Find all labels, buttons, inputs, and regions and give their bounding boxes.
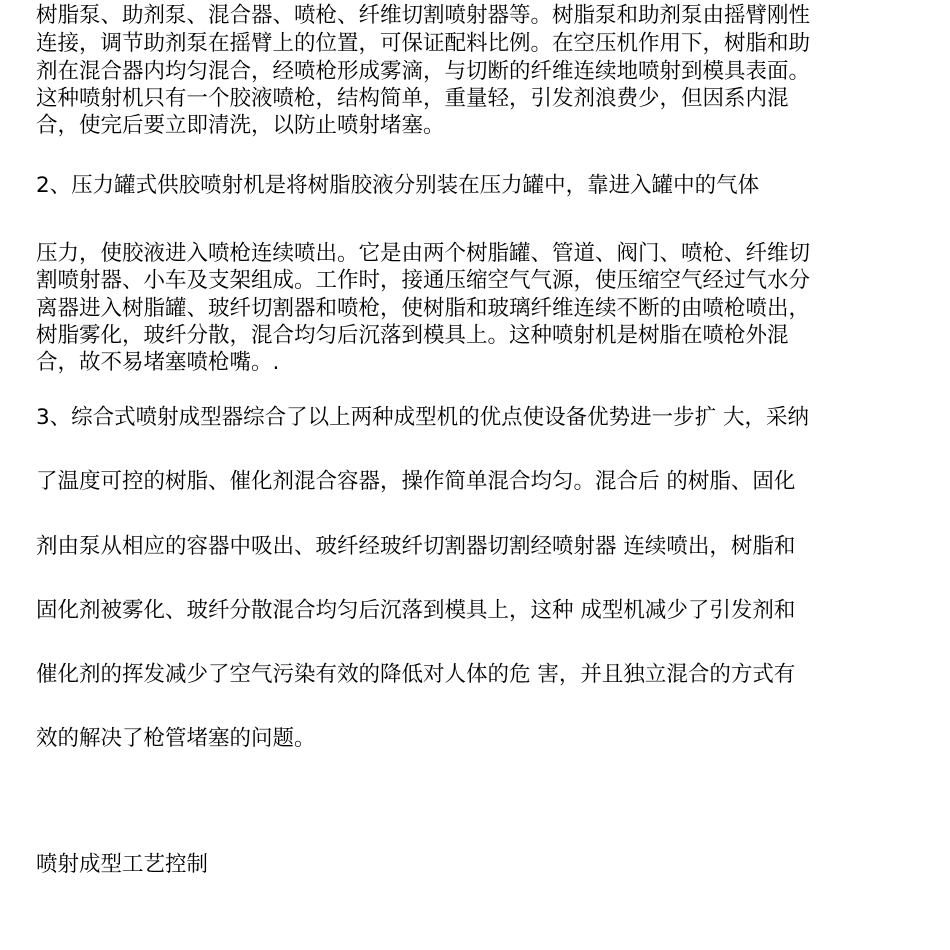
paragraph1-line-3: 剂在混合器内均匀混合，经喷枪形成雾滴，与切断的纤维连续地喷射到模具表面。 <box>36 59 811 84</box>
paragraph2-line-2: 割喷射器、小车及支架组成。工作时，接通压缩空气气源，使压缩空气经过气水分 <box>36 268 811 293</box>
paragraph2-line-4: 树脂雾化，玻纤分散，混合均匀后沉落到模具上。这种喷射机是树脂在喷枪外混 <box>36 323 789 348</box>
paragraph3-line-1: 3、综合式喷射成型器综合了以上两种成型机的优点使设备优势进一步扩 大，采纳 <box>36 405 810 430</box>
paragraph1-line-1: 树脂泵、助剂泵、混合器、喷枪、纤维切割喷射器等。树脂泵和助剂泵由摇臂刚性 <box>36 3 811 28</box>
paragraph3-line-3: 剂由泵从相应的容器中吸出、玻纤经玻纤切割器切割经喷射器 连续喷出，树脂和 <box>36 534 796 559</box>
paragraph2-line-1: 压力，使胶液进入喷枪连续喷出。它是由两个树脂罐、管道、阀门、喷枪、纤维切 <box>36 241 811 266</box>
paragraph2-line-3: 离器进入树脂罐、玻纤切割器和喷枪，使树脂和玻璃纤维连续不断的由喷枪喷出， <box>36 296 811 321</box>
paragraph3-line-2: 了温度可控的树脂、催化剂混合容器，操作简单混合均匀。混合后 的树脂、固化 <box>36 469 796 494</box>
paragraph2-line-5: 合，故不易堵塞喷枪嘴。. <box>36 350 280 375</box>
paragraph2-intro: 2、压力罐式供胶喷射机是将树脂胶液分别装在压力罐中，靠进入罐中的气体 <box>36 173 760 198</box>
paragraph3-line-4: 固化剂被雾化、玻纤分散混合均匀后沉落到模具上，这种 成型机减少了引发剂和 <box>36 598 796 623</box>
paragraph1-line-4: 这种喷射机只有一个胶液喷枪，结构简单，重量轻，引发剂浪费少，但因系内混 <box>36 86 789 111</box>
paragraph1-line-5: 合，使完后要立即清洗，以防止喷射堵塞。 <box>36 113 445 138</box>
paragraph3-line-6: 效的解决了枪管堵塞的问题。 <box>36 726 316 751</box>
section-heading: 喷射成型工艺控制 <box>36 852 209 877</box>
paragraph1-line-2: 连接，调节助剂泵在摇臂上的位置，可保证配料比例。在空压机作用下，树脂和助 <box>36 31 811 56</box>
paragraph3-line-5: 催化剂的挥发减少了空气污染有效的降低对人体的危 害，并且独立混合的方式有 <box>36 662 796 687</box>
